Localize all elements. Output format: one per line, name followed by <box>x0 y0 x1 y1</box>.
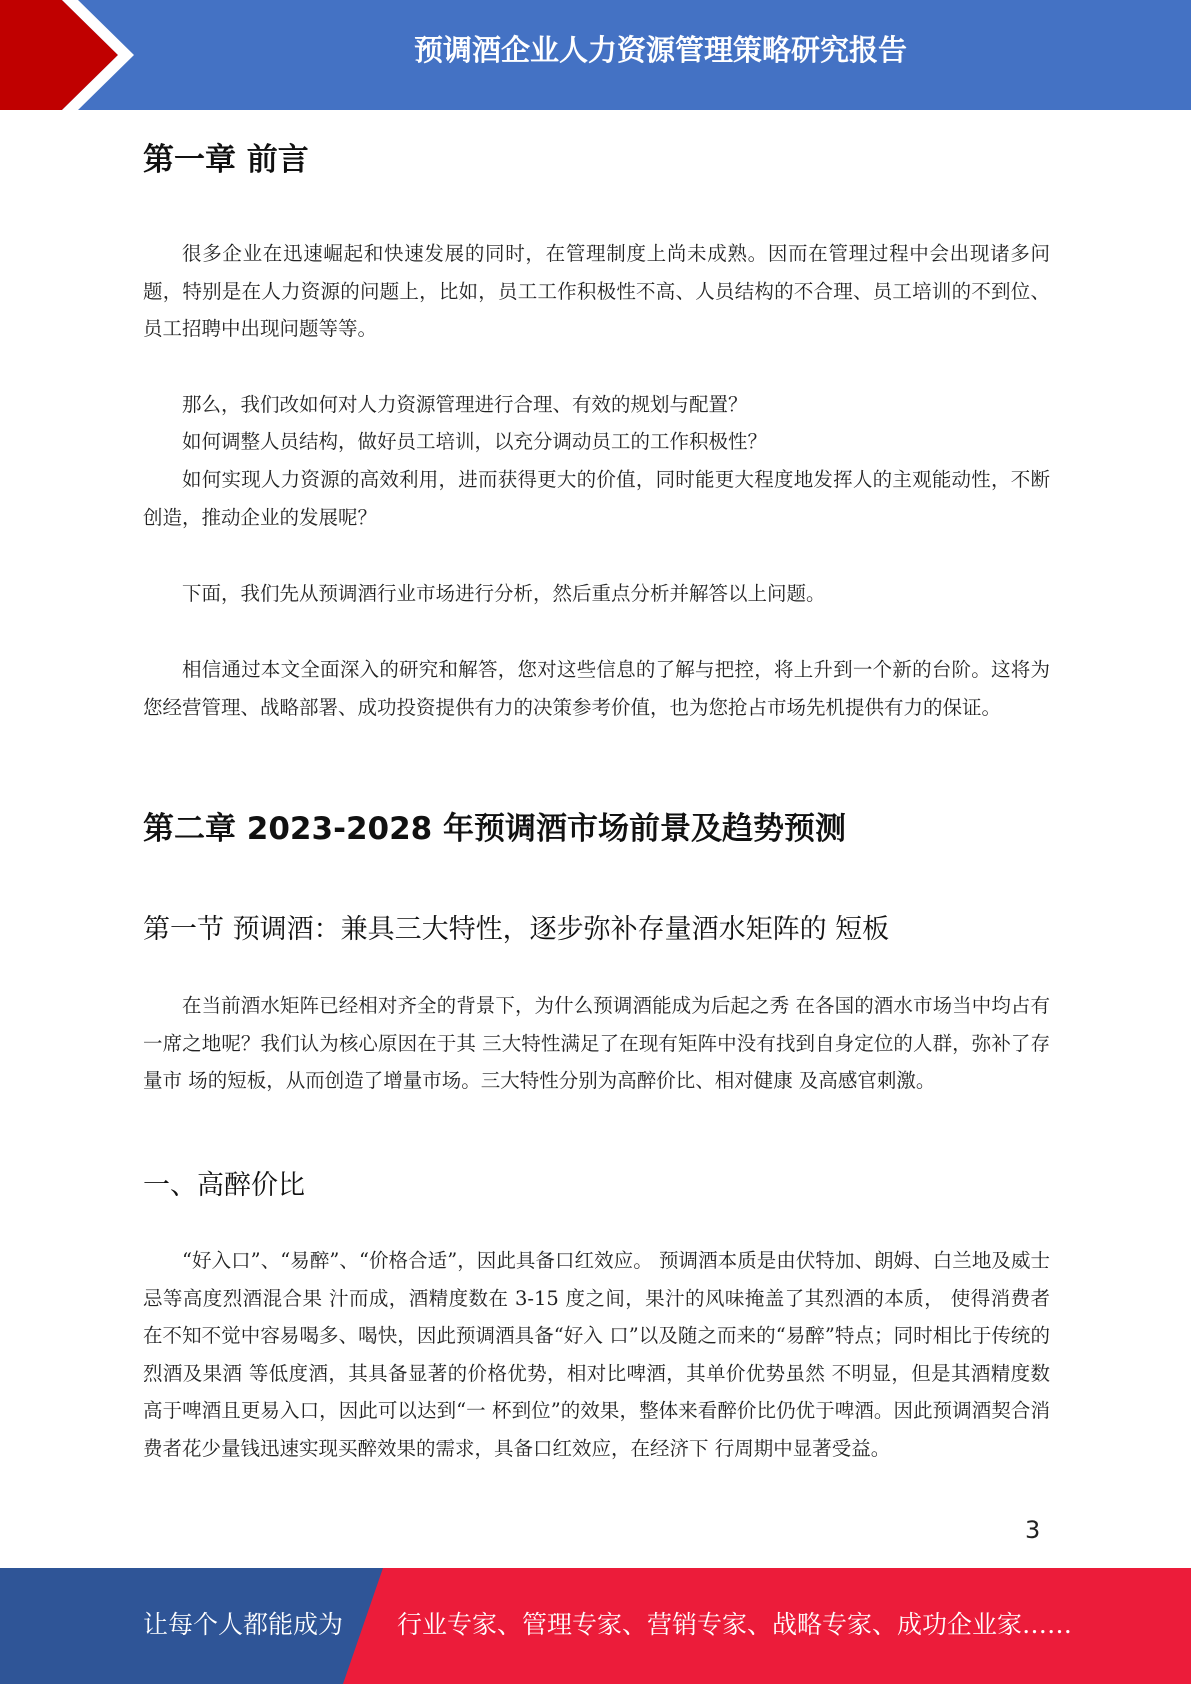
chapter-1-paragraph-1: 很多企业在迅速崛起和快速发展的同时，在管理制度上尚未成熟。因而在管理过程中会出现诸多问题，特别是在人力资源的问题上，比如，员工工作积极性不高、人员结构的不合理、员工培训的不到位、员工招聘中出现问题等等。 <box>143 242 1050 340</box>
chapter-1-paragraph-6: 相信通过本文全面深入的研究和解答，您对这些信息的了解与把控，将上升到一个新的台阶。这将为您经营管理、战略部署、成功投资提供有力的决策参考价值，也为您抢占市场先机提供有力的保证。 <box>143 658 1050 719</box>
red-chevron-decoration <box>0 0 150 110</box>
page-number: 3 <box>1025 1516 1041 1544</box>
chapter-1-paragraph-5: 下面，我们先从预调酒行业市场进行分析，然后重点分析并解答以上问题。 <box>182 582 826 605</box>
footer-slogan-lead: 让每个人都能成为 <box>143 1610 344 1639</box>
subsection-1-heading: 一、高醉价比 <box>143 1170 305 1201</box>
chapter-2-heading: 第二章 2023-2028 年预调酒市场前景及趋势预测 <box>143 811 847 847</box>
section-1-heading: 第一节 预调酒：兼具三大特性，逐步弥补存量酒水矩阵的 短板 <box>143 914 890 945</box>
chapter-1-paragraph-2: 那么，我们改如何对人力资源管理进行合理、有效的规划与配置？ <box>182 393 748 416</box>
chapter-1-heading: 第一章 前言 <box>143 142 309 178</box>
chapter-1-paragraph-4: 如何实现人力资源的高效利用，进而获得更大的价值，同时能更大程度地发挥人的主观能动性，不断创造，推动企业的发展呢？ <box>143 468 1050 529</box>
footer-banner <box>0 1568 1191 1684</box>
chapter-1-paragraph-3: 如何调整人员结构，做好员工培训，以充分调动员工的工作积极性？ <box>182 430 768 453</box>
report-title: 预调酒企业人力资源管理策略研究报告 <box>413 33 907 67</box>
section-1-paragraph: 在当前酒水矩阵已经相对齐全的背景下，为什么预调酒能成为后起之秀 在各国的酒水市场当中均占有一席之地呢？我们认为核心原因在于其 三大特性满足了在现有矩阵中没有找到自身定位的人群，弥补了存量市 场的短板，从而创造了增量市场。三大特性分别为高醉价比、相对健康 及高感官刺激。 <box>143 994 1050 1092</box>
footer-slogan-roles: 行业专家、管理专家、营销专家、战略专家、成功企业家…… <box>397 1610 1073 1639</box>
report-header-banner <box>0 0 1191 110</box>
subsection-1-paragraph: “好入口”、“易醉”、“价格合适”，因此具备口红效应。 预调酒本质是由伏特加、朗姆、白兰地及威士忌等高度烈酒混合果 汁而成，酒精度数在 3-15 度之间，果汁的风味掩盖了其烈酒的本质， 使得消费者在不知不觉中容易喝多、喝快，因此预调酒具备“好入 口”以及随之而来的“易醉”特点；同时相比于传统的烈酒及果酒 等低度酒，其具备显著的价格优势，相对比啤酒，其单价优势虽然 不明显，但是其酒精度数高于啤酒且更易入口，因此可以达到“一 杯到位”的效果，整体来看醉价比仍优于啤酒。因此预调酒契合消 费者花少量钱迅速实现买醉效果的需求，具备口红效应，在经济下 行周期中显著受益。 <box>143 1249 1050 1460</box>
